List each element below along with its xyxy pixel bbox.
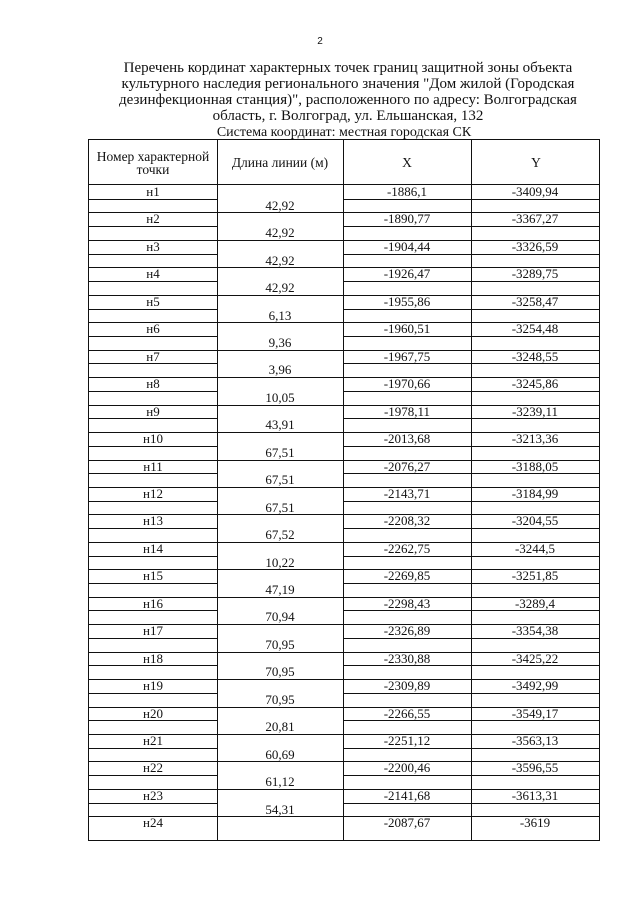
- row-divider: [89, 336, 217, 337]
- coord-x: -2326,89: [383, 623, 431, 639]
- coord-y: -3188,05: [511, 458, 559, 474]
- row-divider: [89, 583, 217, 584]
- title-line: Перечень кординат характерных точек границ защитной зоны объекта: [123, 60, 573, 76]
- page-number: 2: [317, 36, 323, 47]
- row-divider: [343, 638, 599, 639]
- row-divider: [343, 501, 599, 502]
- point-number: н2: [146, 211, 160, 227]
- line-length: 70,95: [265, 636, 295, 652]
- line-length: 20,81: [265, 719, 295, 735]
- coord-y: -3204,55: [511, 513, 559, 529]
- row-divider: [343, 528, 599, 529]
- column-divider: [217, 140, 218, 840]
- row-divider: [343, 556, 599, 557]
- coord-y: -3563,13: [511, 733, 559, 748]
- line-length: 67,51: [265, 444, 295, 460]
- coord-y: -3354,38: [511, 623, 559, 639]
- coord-x: -1970,66: [383, 376, 431, 392]
- point-number: н14: [143, 540, 163, 556]
- coord-y: -3425,22: [511, 650, 559, 666]
- coord-y: -3258,47: [511, 293, 559, 309]
- point-number: н24: [143, 815, 163, 831]
- row-divider: [343, 473, 599, 474]
- coord-y: -3596,55: [511, 760, 559, 776]
- point-number: н21: [143, 733, 163, 748]
- coord-x: -2298,43: [383, 595, 431, 611]
- row-divider: [89, 610, 217, 611]
- coord-x: -2076,27: [383, 458, 431, 474]
- row-divider: [343, 665, 599, 666]
- line-length: 47,19: [265, 582, 295, 597]
- point-number: н11: [143, 458, 163, 474]
- coord-x: -2269,85: [383, 568, 431, 584]
- coord-x: -2087,67: [383, 815, 431, 831]
- coord-x: -1886,1: [386, 184, 428, 199]
- row-divider: [89, 665, 217, 666]
- row-divider: [343, 720, 599, 721]
- row-divider: [343, 226, 599, 227]
- coord-x: -1955,86: [383, 293, 431, 309]
- line-length: 42,92: [265, 197, 295, 213]
- line-length: 43,91: [265, 417, 295, 433]
- row-divider: [343, 418, 599, 419]
- point-number: н15: [143, 568, 163, 584]
- line-length: 54,31: [265, 801, 295, 817]
- line-length: 70,95: [265, 664, 295, 680]
- point-number: н1: [146, 184, 160, 199]
- coord-x: -2266,55: [383, 705, 431, 721]
- row-divider: [343, 391, 599, 392]
- coord-x: -2141,68: [383, 787, 431, 803]
- point-number: н23: [143, 787, 163, 803]
- coord-y: -3549,17: [511, 705, 559, 721]
- coord-y: -3326,59: [511, 238, 559, 254]
- row-divider: [343, 336, 599, 337]
- coord-x: -1904,44: [383, 238, 431, 254]
- coord-y: -3367,27: [511, 211, 559, 227]
- row-divider: [343, 199, 599, 200]
- row-divider: [343, 363, 599, 364]
- line-length: 42,92: [265, 252, 295, 268]
- title-line: культурного наследия регионального значения "Дом жилой (Городская: [121, 76, 575, 92]
- row-divider: [89, 693, 217, 694]
- coord-y: -3289,75: [511, 266, 559, 282]
- coord-x: -1926,47: [383, 266, 431, 282]
- row-divider: [343, 309, 599, 310]
- row-divider: [343, 583, 599, 584]
- line-length: 6,13: [268, 307, 292, 323]
- coord-x: -1960,51: [383, 321, 431, 337]
- point-number: н10: [143, 431, 163, 447]
- coord-y: -3248,55: [511, 348, 559, 364]
- coordinates-table: [88, 139, 600, 841]
- point-number: н4: [146, 266, 160, 282]
- coord-x: -2208,32: [383, 513, 431, 529]
- row-divider: [343, 254, 599, 255]
- point-number: н5: [146, 293, 160, 309]
- row-divider: [89, 803, 217, 804]
- coord-x: -2330,88: [383, 650, 431, 666]
- line-length: 10,22: [265, 554, 295, 570]
- row-divider: [89, 391, 217, 392]
- row-divider: [89, 720, 217, 721]
- point-number: н18: [143, 650, 163, 666]
- coord-x: -2013,68: [383, 431, 431, 447]
- row-divider: [89, 473, 217, 474]
- coord-y: -3613,31: [511, 787, 559, 803]
- line-length: 10,05: [265, 389, 295, 405]
- row-divider: [89, 501, 217, 502]
- line-length: 42,92: [265, 280, 295, 296]
- row-divider: [89, 418, 217, 419]
- title-line: область, г. Волгоград, ул. Ельшанская, 132: [212, 108, 484, 124]
- line-length: 70,95: [265, 691, 295, 707]
- document-title: [108, 60, 588, 124]
- header-y: Y: [531, 155, 541, 170]
- line-length: 67,51: [265, 472, 295, 488]
- coord-y: -3244,5: [514, 540, 556, 556]
- coord-y: -3213,36: [511, 431, 559, 447]
- row-divider: [343, 775, 599, 776]
- line-length: 67,52: [265, 527, 295, 543]
- line-length: 42,92: [265, 225, 295, 241]
- header-point-number: Номер характерной точки: [96, 148, 210, 177]
- point-number: н8: [146, 376, 160, 392]
- point-number: н17: [143, 623, 163, 639]
- row-divider: [89, 199, 217, 200]
- line-length: 70,94: [265, 609, 295, 625]
- point-number: н3: [146, 238, 160, 254]
- coord-y: -3184,99: [511, 485, 559, 501]
- row-divider: [89, 363, 217, 364]
- point-number: н13: [143, 513, 163, 529]
- row-divider: [89, 775, 217, 776]
- row-divider: [89, 309, 217, 310]
- coord-y: -3619: [519, 815, 551, 831]
- point-number: н12: [143, 485, 163, 501]
- coord-y: -3289,4: [514, 595, 556, 611]
- point-number: н19: [143, 678, 163, 694]
- line-length: 60,69: [265, 746, 295, 762]
- coord-y: -3239,11: [511, 403, 559, 419]
- row-divider: [89, 556, 217, 557]
- coord-x: -2251,12: [383, 733, 431, 748]
- coord-y: -3254,48: [511, 321, 559, 337]
- row-divider: [343, 610, 599, 611]
- coord-x: -1890,77: [383, 211, 431, 227]
- coordinate-system-caption: Система координат: местная городская СК: [216, 125, 472, 140]
- row-divider: [89, 748, 217, 749]
- point-number: н6: [146, 321, 160, 337]
- coord-y: -3409,94: [511, 184, 559, 199]
- row-divider: [89, 638, 217, 639]
- row-divider: [343, 693, 599, 694]
- coord-x: -2143,71: [383, 485, 431, 501]
- row-divider: [343, 748, 599, 749]
- row-divider: [343, 281, 599, 282]
- row-divider: [89, 528, 217, 529]
- row-divider: [343, 803, 599, 804]
- header-line-length: Длина линии (м): [231, 155, 329, 170]
- coord-y: -3251,85: [511, 568, 559, 584]
- row-divider: [89, 254, 217, 255]
- coord-x: -1967,75: [383, 348, 431, 364]
- coord-x: -2262,75: [383, 540, 431, 556]
- coord-x: -1978,11: [383, 403, 431, 419]
- coord-x: -2200,46: [383, 760, 431, 776]
- point-number: н20: [143, 705, 163, 721]
- point-number: н7: [146, 348, 160, 364]
- line-length: 67,51: [265, 499, 295, 515]
- coord-y: -3245,86: [511, 376, 559, 392]
- line-length: 3,96: [268, 362, 292, 378]
- row-divider: [89, 446, 217, 447]
- header-x: X: [402, 155, 412, 170]
- point-number: н9: [146, 403, 160, 419]
- row-divider: [343, 446, 599, 447]
- point-number: н16: [143, 595, 163, 611]
- coord-x: -2309,89: [383, 678, 431, 694]
- coord-y: -3492,99: [511, 678, 559, 694]
- line-length: 9,36: [268, 334, 292, 350]
- line-length: 61,12: [265, 774, 295, 790]
- title-line: дезинфекционная станция)", расположенного по адресу: Волгоградская: [119, 92, 577, 108]
- row-divider: [89, 281, 217, 282]
- row-divider: [89, 226, 217, 227]
- point-number: н22: [143, 760, 163, 776]
